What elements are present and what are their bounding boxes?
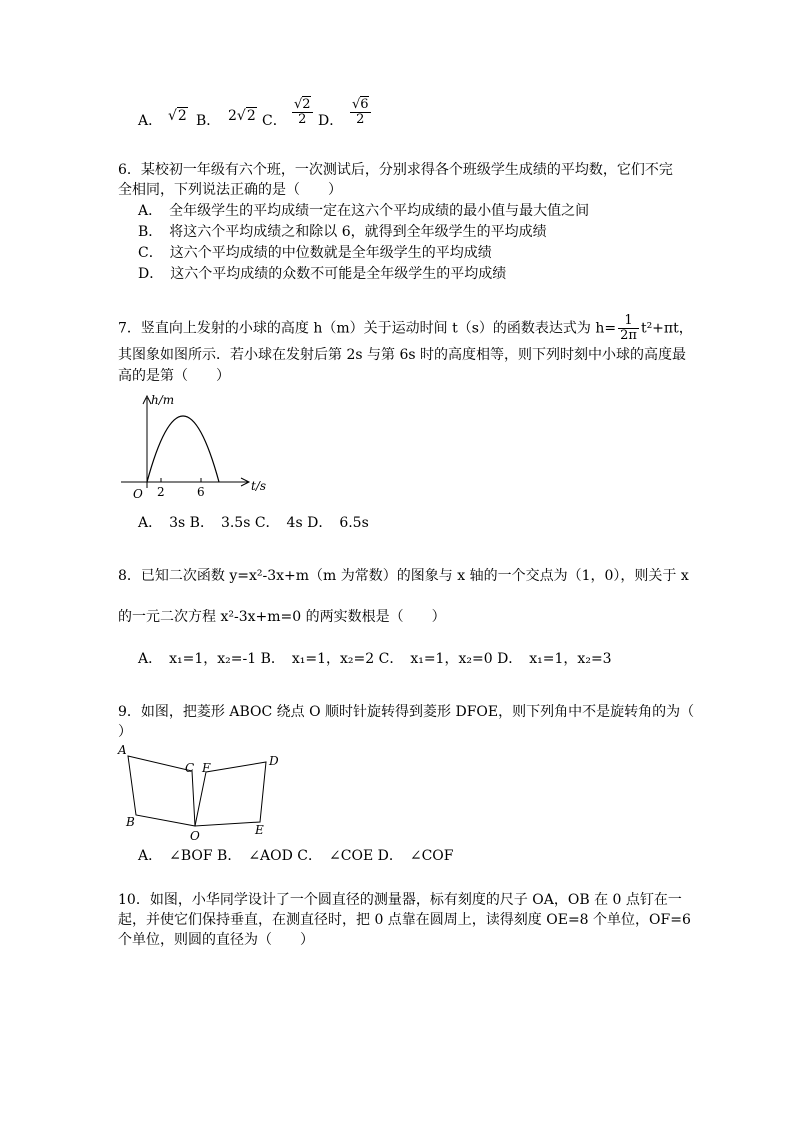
q9-options: A． ∠BOF B． ∠AOD C． ∠COE D． ∠COF [138, 848, 454, 864]
q9-stem-line2: ） [118, 724, 132, 740]
q6-stem-line2: 全相同，下列说法正确的是（ ） [118, 182, 342, 198]
q9-label-a: A [118, 743, 127, 757]
q5-option-b-label: B． [196, 113, 221, 129]
q10-stem-line1: 10．如图，小华同学设计了一个圆直径的测量器，标有刻度的尺子 OA，OB 在 0 点钉在一 [118, 892, 682, 908]
q9-label-c: C [185, 761, 195, 775]
q5-option-a-label: A． [138, 113, 163, 129]
q6-option-a: A． 全年级学生的平均成绩一定在这六个平均成绩的最小值与最大值之间 [138, 203, 590, 219]
q10-stem-line2: 起，并使它们保持垂直，在测直径时，把 0 点靠在圆周上，读得刻度 OE=8 个单位，OF=6 [118, 912, 691, 928]
q7-parabola-curve [147, 416, 219, 482]
q5-option-c-label: C． [262, 113, 287, 129]
q7-y-label: h/m [151, 393, 175, 407]
q8-stem-line2: 的一元二次方程 x²-3x+m=0 的两实数根是（ ） [118, 609, 446, 625]
q5-option-b-value: 2√2 [228, 108, 256, 124]
q6-option-d: D． 这六个平均成绩的众数不可能是全年级学生的平均成绩 [138, 266, 507, 282]
q9-rhombus-figure [112, 738, 292, 844]
q6-option-b: B． 将这六个平均成绩之和除以 6，就得到全年级学生的平均成绩 [138, 224, 547, 240]
q9-label-b: B [126, 815, 135, 829]
q7-x-label: t/s [251, 479, 267, 493]
q6-option-c: C． 这六个平均成绩的中位数就是全年级学生的平均成绩 [138, 245, 492, 261]
q7-origin-label: O [133, 487, 143, 501]
q7-graph [115, 390, 275, 505]
q7-stem-line1: 7．竖直向上发射的小球的高度 h（m）关于运动时间 t（s）的函数表达式为 h= $\frac{1}{2\pi}$ t²+πt， [118, 313, 693, 343]
q8-options: A． x₁=1，x₂=-1 B． x₁=1，x₂=2 C． x₁=1，x₂=0 D． x₁=1，x₂=3 [138, 651, 612, 667]
q7-stem-line2: 其图象如图所示．若小球在发射后第 2s 与第 6s 时的高度相等，则下列时刻中小球的高度最 [118, 347, 686, 363]
q9-label-d: D [269, 754, 279, 768]
q5-option-c-value: $\frac{√2}{2}$ [294, 97, 311, 127]
q5-option-d-value: $\frac{√6}{2}$ [352, 97, 369, 127]
q7-tick-label-2: 2 [157, 485, 165, 499]
q7-stem-line3: 高的是第（ ） [118, 368, 230, 384]
q7-options: A． 3s B． 3.5s C． 4s D． 6.5s [138, 515, 369, 531]
q7-tick-label-6: 6 [197, 485, 205, 499]
q10-stem-line3: 个单位，则圆的直径为（ ） [118, 932, 314, 948]
q8-stem-line1: 8．已知二次函数 y=x²-3x+m（m 为常数）的图象与 x 轴的一个交点为（1，0），则关于 x [118, 568, 689, 584]
q9-stem-line1: 9．如图，把菱形 ABOC 绕点 O 顺时针旋转得到菱形 DFOE，则下列角中不是旋转角的为（ [118, 704, 695, 720]
q6-stem-line1: 6．某校初一年级有六个班，一次测试后，分别求得各个班级学生成绩的平均数，它们不完 [118, 162, 673, 178]
q9-label-f: F [202, 761, 211, 775]
q5-option-d-label: D． [318, 113, 344, 129]
q7-fraction: $\frac{1}{2\pi}$ [620, 313, 637, 343]
q9-label-o: O [190, 829, 200, 843]
q9-label-e: E [255, 823, 264, 837]
q5-option-a-value: √2 [168, 108, 187, 124]
